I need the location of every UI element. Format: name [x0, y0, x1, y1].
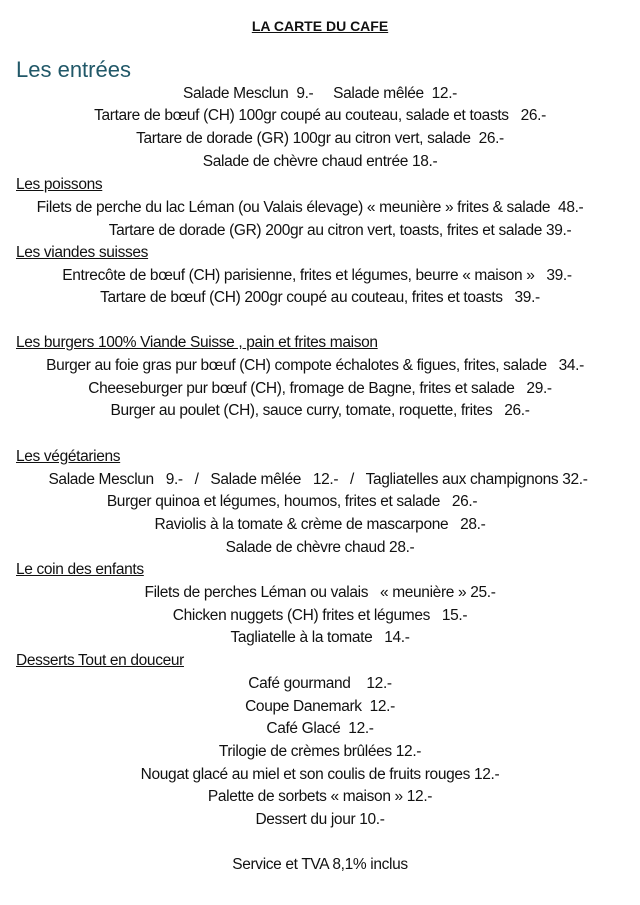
menu-item: Entrecôte de bœuf (CH) parisienne, frites et légumes, beurre « maison » 39.-	[62, 267, 572, 284]
menu-item: Café Glacé 12.-	[266, 720, 374, 737]
section-heading-entrees: Les entrées	[16, 57, 131, 82]
menu-item: Tagliatelle à la tomate 14.-	[230, 629, 410, 646]
menu-item: Chicken nuggets (CH) frites et légumes 15.-	[172, 607, 468, 624]
menu-item: Nougat glacé au miel et son coulis de fruits rouges 12.-	[140, 766, 500, 783]
menu-item: Tartare de bœuf (CH) 200gr coupé au couteau, frites et toasts 39.-	[100, 289, 540, 306]
menu-item: Dessert du jour 10.-	[255, 811, 385, 828]
menu-item: Tartare de dorade (GR) 100gr au citron vert, salade 26.-	[136, 130, 504, 147]
menu-item: Trilogie de crèmes brûlées 12.-	[218, 743, 422, 760]
footer-note: Service et TVA 8,1% inclus	[232, 856, 408, 873]
menu-item: Burger au poulet (CH), sauce curry, tomate, roquette, frites 26.-	[110, 402, 530, 419]
section-heading-poissons: Les poissons	[16, 176, 103, 193]
section-heading-desserts: Desserts Tout en douceur	[16, 652, 184, 669]
menu-item: Cheeseburger pur bœuf (CH), fromage de Bagne, frites et salade 29.-	[88, 380, 552, 397]
menu-item: Café gourmand 12.-	[248, 675, 392, 692]
menu-item: Burger quinoa et légumes, houmos, frites et salade 26.-	[106, 493, 478, 510]
section-heading-enfants: Le coin des enfants	[16, 561, 144, 578]
menu-title: LA CARTE DU CAFE	[251, 18, 389, 34]
menu-item: Filets de perches Léman ou valais « meunière » 25.-	[144, 584, 496, 601]
menu-item: Tartare de dorade (GR) 200gr au citron vert, toasts, frites et salade 39.-	[108, 222, 572, 239]
menu-item: Salade de chèvre chaud entrée 18.-	[202, 153, 438, 170]
menu-item: Tartare de bœuf (CH) 100gr coupé au couteau, salade et toasts 26.-	[94, 107, 546, 124]
menu-item: Raviolis à la tomate & crème de mascarpone 28.-	[154, 516, 486, 533]
menu-item: Burger au foie gras pur bœuf (CH) compote échalotes & figues, frites, salade 34.-	[46, 357, 584, 374]
menu-item: Coupe Danemark 12.-	[245, 698, 395, 715]
menu-item: Salade Mesclun 9.- Salade mêlée 12.-	[183, 85, 457, 102]
menu-item: Salade Mesclun 9.- / Salade mêlée 12.- / Tagliatelles aux champignons 32.-	[48, 471, 588, 488]
section-heading-vegetariens: Les végétariens	[16, 448, 121, 465]
section-heading-viandes: Les viandes suisses	[16, 244, 149, 261]
menu-item: Salade de chèvre chaud 28.-	[225, 539, 415, 556]
section-heading-burgers: Les burgers 100% Viande Suisse , pain et frites maison	[16, 334, 378, 351]
menu-item: Palette de sorbets « maison » 12.-	[207, 788, 433, 805]
menu-item: Filets de perche du lac Léman (ou Valais élevage) « meunière » frites & salade 48.-	[36, 199, 584, 216]
